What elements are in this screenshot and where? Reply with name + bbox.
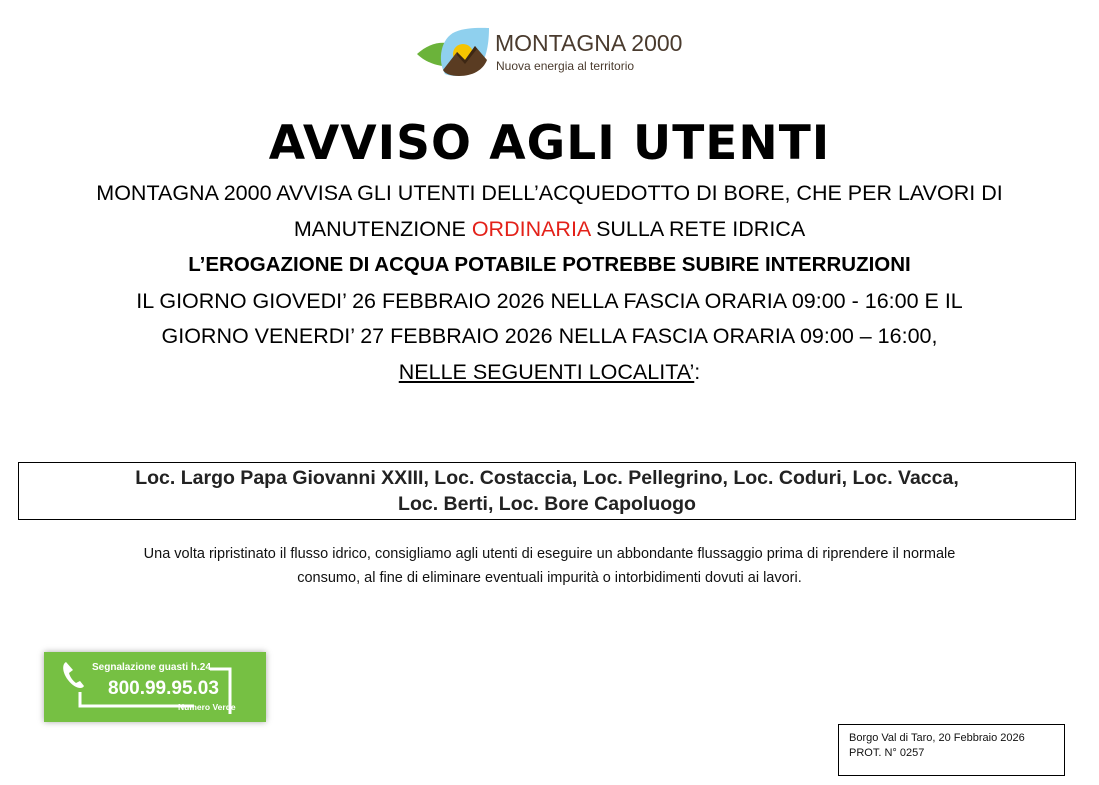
note-line-2: consumo, al fine di eliminare eventuali impurità o intorbidimenti dovuti ai lavori. bbox=[297, 570, 802, 586]
localities-box: Loc. Largo Papa Giovanni XXIII, Loc. Costaccia, Loc. Pellegrino, Loc. Coduri, Loc. Vacca, Loc. Berti, Loc. Bore Capoluogo bbox=[18, 462, 1076, 520]
body-line-6: NELLE SEGUENTI LOCALITA’: bbox=[398, 360, 701, 384]
body-line-1: MONTAGNA 2000 AVVISA GLI UTENTI DELL’ACQUEDOTTO DI BORE, CHE PER LAVORI DI bbox=[96, 181, 1003, 205]
date-protocol-box: Borgo Val di Taro, 20 Febbraio 2026 PROT. N° 0257 bbox=[838, 724, 1065, 776]
body-line-3: L’EROGAZIONE DI ACQUA POTABILE POTREBBE SUBIRE INTERRUZIONI bbox=[188, 253, 911, 276]
body-line-2: MANUTENZIONE ORDINARIA SULLA RETE IDRICA bbox=[293, 217, 806, 241]
hotline-number: 800.99.95.03 bbox=[108, 678, 219, 699]
page-title: AVVISO AGLI UTENTI bbox=[268, 116, 831, 171]
body-line-5: GIORNO VENERDI’ 27 FEBBRAIO 2026 NELLA FASCIA ORARIA 09:00 – 16:00, bbox=[161, 324, 938, 348]
logo: MONTAGNA 2000 Nuova energia al territorio bbox=[415, 24, 685, 80]
body-line-4: IL GIORNO GIOVEDI’ 26 FEBBRAIO 2026 NELLA FASCIA ORARIA 09:00 - 16:00 E IL bbox=[136, 289, 963, 313]
note-line-1: Una volta ripristinato il flusso idrico, consigliamo agli utenti di eseguire un abbondante flussaggio prima di riprendere il normale bbox=[143, 546, 956, 562]
ordinaria-highlight: ORDINARIA bbox=[471, 217, 591, 241]
hotline-badge: Segnalazione guasti h.24 800.99.95.03 Numero Verde bbox=[44, 652, 266, 722]
logo-mountain-leaf-icon bbox=[415, 24, 493, 80]
